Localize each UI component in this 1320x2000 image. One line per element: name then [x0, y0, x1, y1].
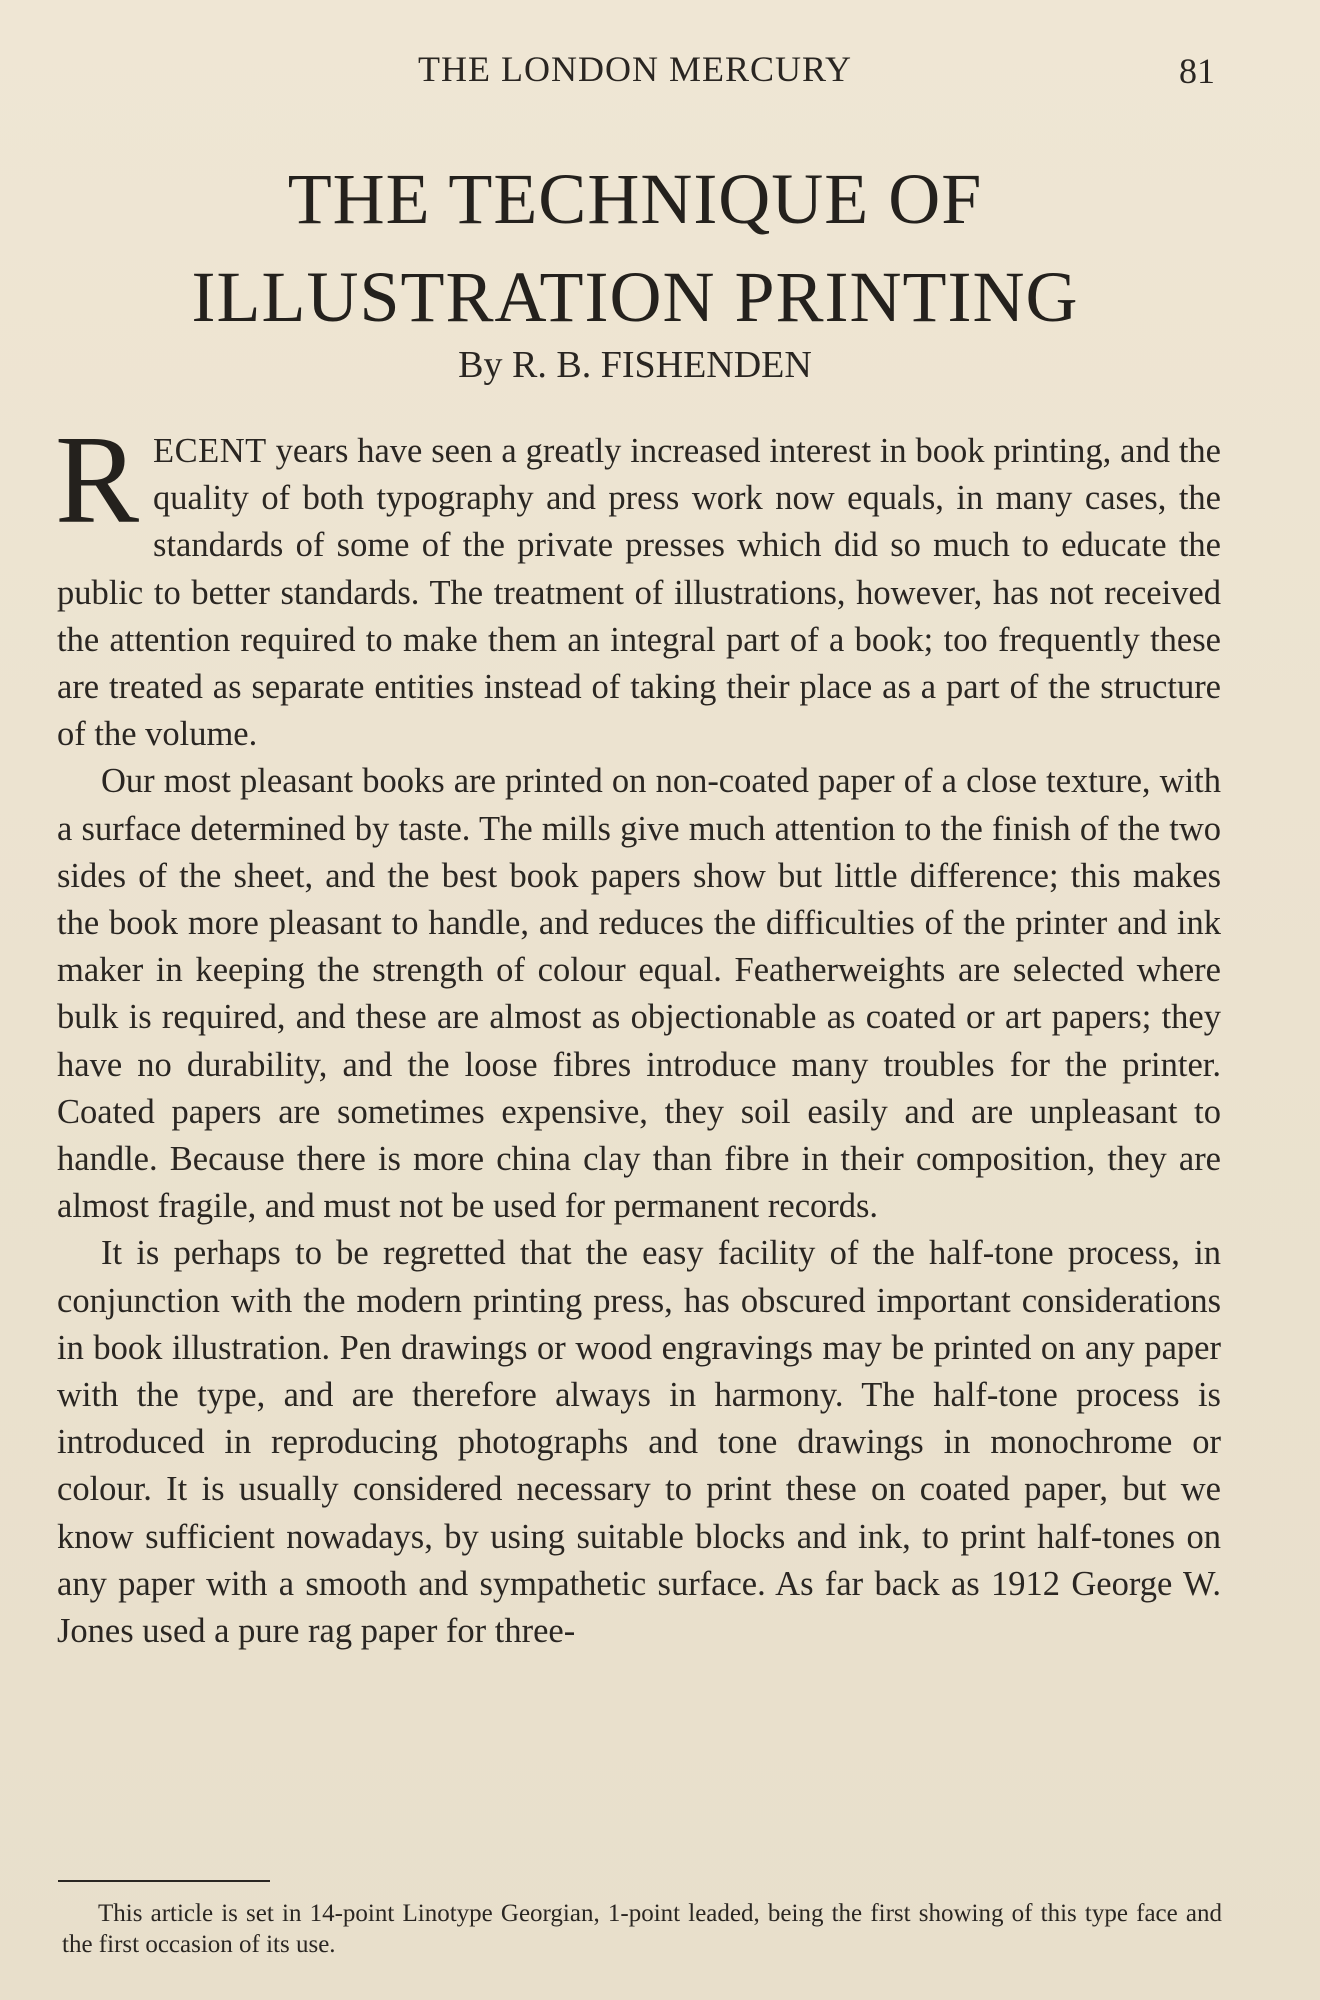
paragraph-1 — [55, 411, 1221, 758]
article-title — [60, 150, 1210, 346]
page-number: 81 — [1179, 51, 1215, 91]
article-title-line-2: ILLUSTRATION PRINTING — [191, 257, 1079, 337]
running-title: THE LONDON MERCURY — [417, 49, 852, 89]
article-title-line-1: THE TECHNIQUE OF — [287, 159, 983, 239]
drop-cap: R — [55, 411, 140, 550]
paragraph-2: Our most pleasant books are printed on non-coated paper of a close texture, with a surface determined by taste. The mills give much attention to the finish of the two sides of the sheet, and the best book papers show but little difference; this makes the book more pleasant to handle, and reduces the difficulties of the printer and ink maker in keeping the strength of colour equal. Featherweights are selected where bulk is required, and these are almost as objectionable as coated or art papers; they have no durability, and the loose fibres introduce many troubles for the printer. Coated papers are sometimes expensive, they soil easily and are unpleasant to handle. Because there is more china clay than fibre in their composition, they are almost fragile, and must not be used for permanent records. — [57, 762, 1221, 1226]
footnote-text: This article is set in 14-point Linotype Georgian, 1-point leaded, being the first showing of this type face and the first occasion of its use. — [62, 1900, 1222, 1958]
footnote — [62, 1898, 1222, 1960]
article-body — [55, 411, 1221, 1655]
running-head — [0, 44, 1320, 94]
paragraph-1-small-caps: ECENT — [153, 432, 267, 470]
footnote-rule — [58, 1880, 270, 1882]
byline: By R. B. FISHENDEN — [458, 344, 812, 386]
paragraph-1-text: years have seen a greatly increased interest in book printing, and the quality of both typography and press work now equals, in many cases, the standards of some of the private presses which did so much to educate the public to better standards. The treatment of illustrations, however, has not received the attention required to make them an integral part of a book; too frequently these are treated as separate entities instead of taking their place as a part of the structure of the volume. — [57, 432, 1221, 754]
paragraph-3: It is perhaps to be regretted that the easy facility of the half-tone process, in conjunction with the modern printing press, has obscured important considerations in book illustration. Pen drawings or wood engravings may be printed on any paper with the type, and are therefore always in harmony. The half-tone process is introduced in reproducing photographs and tone drawings in monochrome or colour. It is usually considered necessary to print these on coated paper, but we know sufficient nowadays, by using suitable blocks and ink, to print half-tones on any paper with a smooth and sympathetic surface. As far back as 1912 George W. Jones used a pure rag paper for three- — [57, 1234, 1221, 1651]
